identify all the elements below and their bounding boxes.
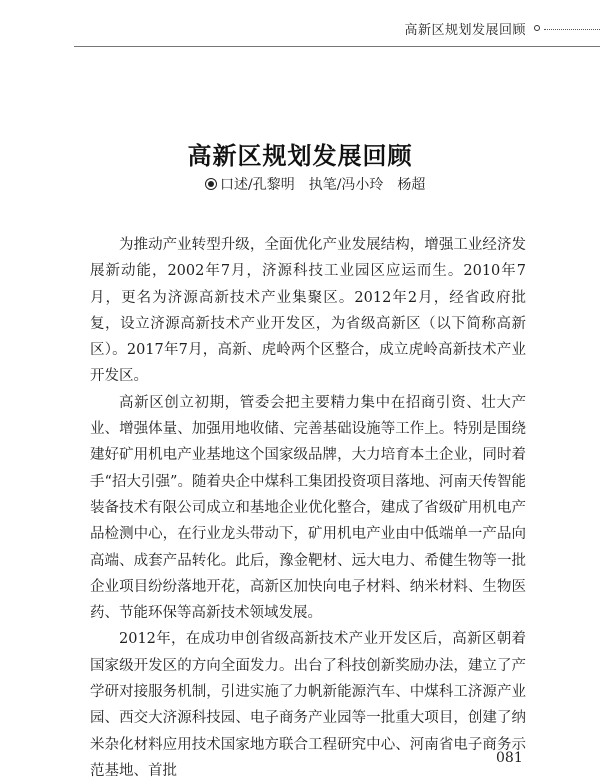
byline-text: 口述/孔黎明 执笔/冯小玲 杨超 <box>220 177 426 193</box>
header-circle-ornament <box>534 25 540 31</box>
bullseye-icon <box>205 178 217 190</box>
paragraph-2: 高新区创立初期，管委会把主要精力集中在招商引资、壮大产业、增强体量、加强用地收储、完善基础设施等工作上。特别是围绕建好矿用机电产业基地这个国家级品牌，大力培育本土企业，同时着手“招大引强”。随着央企中煤科工集团投资项目落地、河南天传智能装备技术有限公司成立和基地企业优化整合，建成了省级矿用机电产品检测中心，在行业龙头带动下，矿用机电产业由中低端单一产品向高端、成套产品转化。此后，豫金靶材、远大电力、希健生物等一批企业项目纷纷落地开花，高新区加快向电子材料、纳米材料、生物医药、节能环保等高新技术领域发展。 <box>90 394 526 622</box>
paragraph-1: 为推动产业转型升级，全面优化产业发展结构，增强工业经济发展新动能，2002年7月，济源科技工业园区应运而生。2010年7月，更名为济源高新技术产业集聚区。2012年2月，经省政府批复，设立济源高新技术产业开发区，为省级高新区（以下简称高新区）。2017年7月，高新、虎岭两个区整合，成立虎岭高新技术产业开发区。 <box>90 237 526 385</box>
paragraph-3: 2012年，在成功申创省级高新技术产业开发区后，高新区朝着国家级开发区的方向全面发力。出台了科技创新奖励办法，建立了产学研对接服务机制，引进实施了力帆新能源汽车、中煤科工济源产业园、西交大济源科技园、电子商务产业园等一批重大项目，创建了纳米杂化材料应用技术国家地方联合工程研究中心、河南省电子商务示范基地、首批 <box>90 631 526 779</box>
running-header-title: 高新区规划发展回顾 <box>404 23 526 38</box>
article-body <box>90 232 526 784</box>
header-dotted-line <box>544 29 600 30</box>
byline <box>205 174 425 194</box>
header-rule-line <box>74 46 600 47</box>
article-title: 高新区规划发展回顾 <box>187 141 413 171</box>
page-number: 081 <box>496 750 523 766</box>
